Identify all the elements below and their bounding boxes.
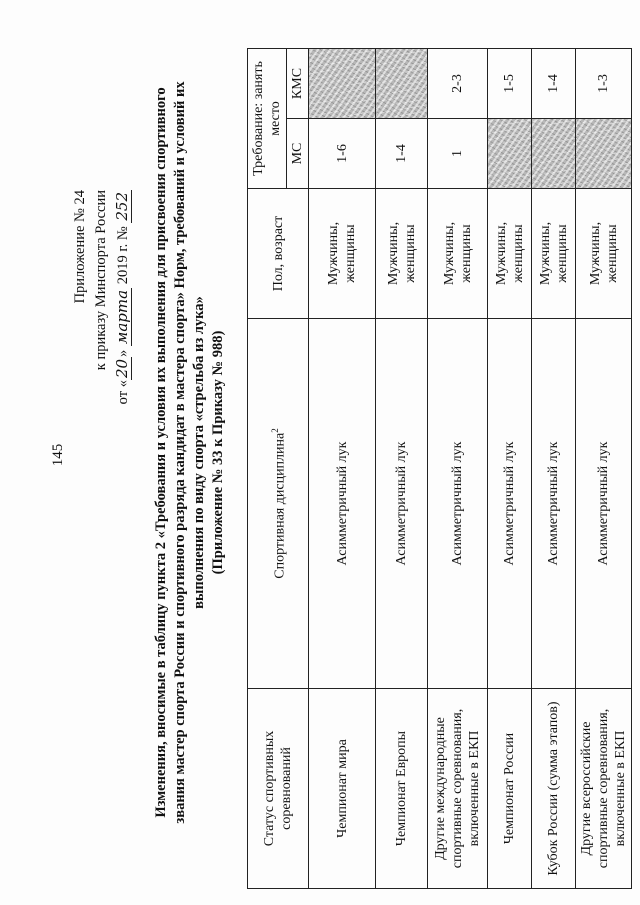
row-discipline: Асимметричный лук <box>488 319 532 689</box>
row-gender: Мужчины, женщины <box>576 189 632 319</box>
table-row <box>576 49 632 889</box>
date-day: 20 <box>113 358 131 379</box>
header-kms: КМС <box>287 49 309 119</box>
requirements-table <box>247 48 632 889</box>
row-status: Чемпионат мира <box>309 689 376 889</box>
row-status: Другие всероссийские спортивные соревнования, включенные в ЕКП <box>576 689 632 889</box>
title-line-1: Изменения, вносимые в таблицу пункта 2 «Требования и условия их выполнения для присвоения спортивного <box>153 87 169 818</box>
table-row <box>428 49 488 889</box>
row-discipline: Асимметричный лук <box>376 319 428 689</box>
row-gender: Мужчины, женщины <box>428 189 488 319</box>
row-kms: 1-3 <box>576 49 632 119</box>
date-year: 2019 г. № <box>115 226 131 285</box>
header-status: Статус спортивных соревнований <box>248 689 309 889</box>
header-discipline-label: Спортивная дисциплина <box>272 432 288 579</box>
date-mid: » <box>115 349 131 357</box>
document-title <box>152 20 228 885</box>
page-number: 145 <box>50 443 66 467</box>
row-discipline: Асимметричный лук <box>428 319 488 689</box>
row-gender: Мужчины, женщины <box>309 189 376 319</box>
date-month: марта <box>113 289 131 345</box>
row-kms: 1-5 <box>488 49 532 119</box>
appendix-line-1: Приложение № 24 <box>72 190 88 304</box>
date-prefix: от « <box>115 380 131 405</box>
appendix-block <box>70 190 134 404</box>
title-line-2: звания мастер спорта России и спортивного разряда кандидат в мастера спорта» Норм, требований и условий их <box>172 81 188 824</box>
header-ms: МС <box>287 119 309 189</box>
row-status: Чемпионат России <box>488 689 532 889</box>
title-line-4: (Приложение № 33 к Приказу № 988) <box>210 330 226 575</box>
header-discipline-sup: 2 <box>270 428 281 433</box>
table-row <box>309 49 376 889</box>
row-ms: 1 <box>428 119 488 189</box>
row-ms-shaded <box>532 119 576 189</box>
row-ms-shaded <box>488 119 532 189</box>
row-status: Кубок России (сумма этапов) <box>532 689 576 889</box>
row-discipline: Асимметричный лук <box>576 319 632 689</box>
row-status: Чемпионат Европы <box>376 689 428 889</box>
table-row <box>532 49 576 889</box>
row-gender: Мужчины, женщины <box>488 189 532 319</box>
row-discipline: Асимметричный лук <box>309 319 376 689</box>
row-ms: 1-6 <box>309 119 376 189</box>
row-gender: Мужчины, женщины <box>532 189 576 319</box>
table-header-row <box>248 49 287 889</box>
row-status: Другие международные спортивные соревнования, включенные в ЕКП <box>428 689 488 889</box>
row-ms-shaded <box>576 119 632 189</box>
appendix-line-2: к приказу Минспорта России <box>93 190 109 371</box>
row-kms-shaded <box>309 49 376 119</box>
appendix-date-line <box>112 190 134 404</box>
table-row <box>376 49 428 889</box>
header-requirement: Требование: занять место <box>248 49 287 189</box>
row-discipline: Асимметричный лук <box>532 319 576 689</box>
row-kms: 1-4 <box>532 49 576 119</box>
row-ms: 1-4 <box>376 119 428 189</box>
header-gender: Пол, возраст <box>248 189 309 319</box>
table-row <box>488 49 532 889</box>
row-gender: Мужчины, женщины <box>376 189 428 319</box>
title-line-3: выполнения по виду спорта «стрельба из лука» <box>191 296 207 609</box>
row-kms-shaded <box>376 49 428 119</box>
header-discipline <box>248 319 309 689</box>
order-number: 252 <box>113 192 131 221</box>
row-kms: 2-3 <box>428 49 488 119</box>
